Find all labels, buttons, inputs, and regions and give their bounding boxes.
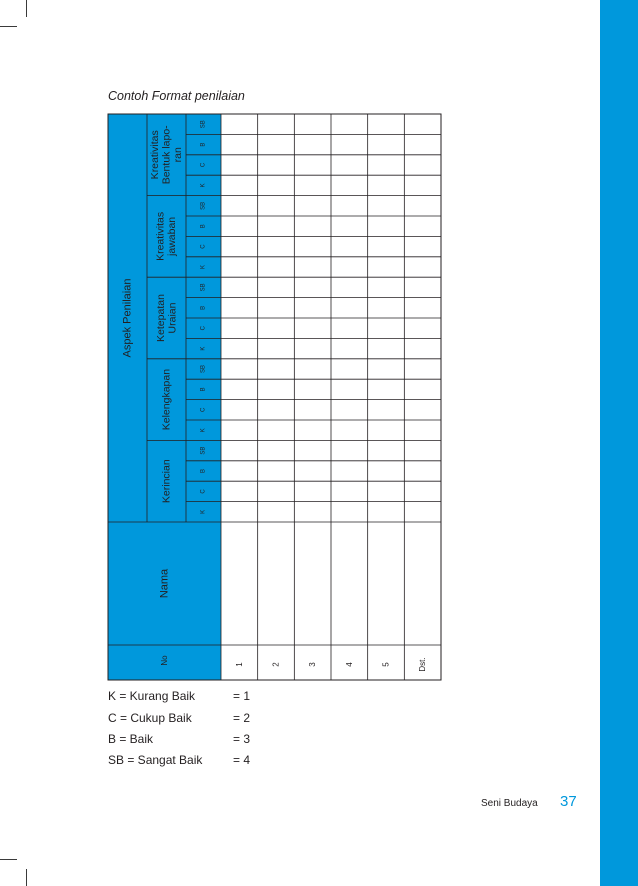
grade-code-label: C [200,244,207,249]
grade-code-label: K [200,264,207,270]
legend-row [108,689,251,703]
footer-book-title: Seni Budaya [481,798,538,809]
row-number: 5 [381,662,391,667]
grade-code-label: K [200,183,207,188]
aspect-header-label: Kerincian [160,459,173,504]
grade-code-label: SB [200,201,207,210]
grade-code-label: C [200,407,207,412]
no-header: No [160,655,169,666]
aspect-header-label: Uraian [166,302,179,334]
aspect-header-label: Kreativitas [154,211,167,261]
row-number: 4 [344,662,354,667]
aspect-header-label: Bentuk lapo- [160,125,173,185]
aspect-header-label: jawaban [166,216,179,256]
grade-code-label: SB [200,446,207,455]
grade-code-label: SB [200,283,207,292]
grade-code-label: B [200,142,207,147]
aspek-penilaian-header: Aspek Penilaian [121,278,134,358]
grade-code-label: B [200,468,207,474]
legend-code: B = Baik [108,732,154,746]
grade-code-label: K [200,428,207,433]
grade-code-label: B [200,305,207,310]
grade-code-label: B [200,224,207,229]
legend-code: C = Cukup Baik [108,711,192,725]
page-number: 37 [560,793,577,810]
aspect-header-label: Kreativitas [149,130,161,180]
grade-code-label: SB [200,120,207,129]
grade-code-label: B [200,387,207,392]
legend-row [108,753,251,767]
legend-row [108,732,251,746]
grade-code-label: C [200,162,207,168]
grade-code-label: K [200,509,207,514]
legend-value: = 2 [233,711,251,725]
grade-code-label: K [200,346,207,351]
legend-code: K = Kurang Baik [108,689,196,703]
nama-header: Nama [158,568,171,599]
legend-value: = 4 [233,753,251,767]
caption: Contoh Format penilaian [108,89,245,103]
aspect-header-label: ran [172,147,184,163]
row-number: 3 [308,662,318,667]
aspect-header-label: Kelengkapan [160,368,173,431]
legend-code: SB = Sangat Baik [108,753,203,767]
legend-row [108,711,251,725]
grade-code-label: SB [200,364,207,374]
row-number: 2 [271,662,281,667]
legend-value: = 1 [233,689,251,703]
aspect-header-label: Ketepatan [154,294,167,342]
grade-code-label: C [200,326,207,331]
row-number: Dst. [418,657,428,672]
legend-value: = 3 [233,732,251,746]
row-number: 1 [234,662,244,667]
grade-code-label: C [200,489,207,494]
